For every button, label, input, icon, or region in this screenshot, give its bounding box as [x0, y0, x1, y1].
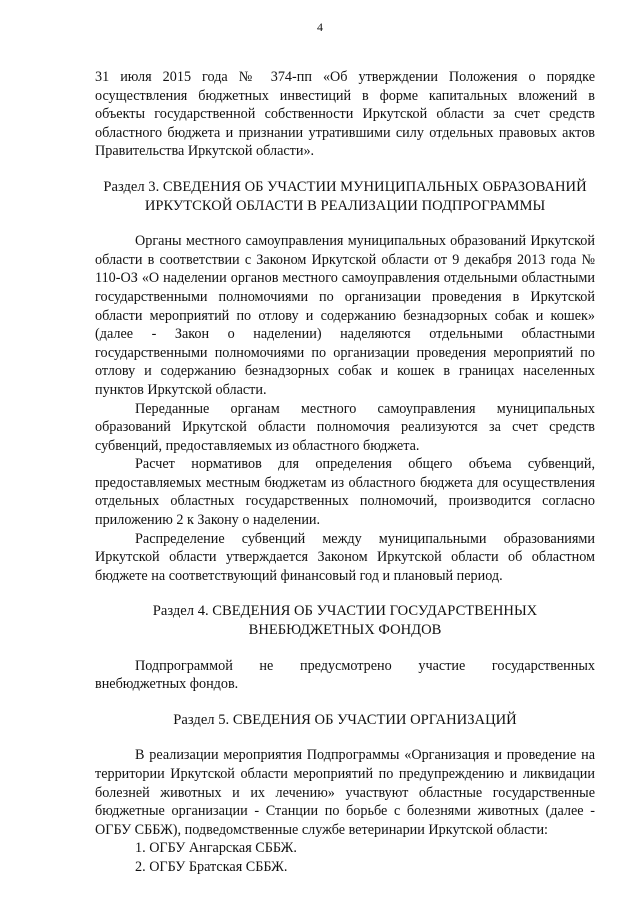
- section3-paragraph-4: Распределение субвенций между муниципальными образованиями Иркутской области утверждается Законом Иркутской области об областном бюджете на соответствующий финансовый год и плановый период.: [95, 530, 595, 584]
- document-body: [95, 68, 595, 877]
- list-item-2: 2. ОГБУ Братская СББЖ.: [135, 858, 288, 875]
- section4-paragraph: Подпрограммой не предусмотрено участие государственных внебюджетных фондов.: [95, 657, 595, 693]
- section4-heading: [95, 602, 595, 639]
- section3-paragraph-2: Переданные органам местного самоуправления муниципальных образований Иркутской области полномочия реализуются за счет средств субвенций, предоставляемых из областного бюджета.: [95, 400, 595, 454]
- page-number: 4: [317, 20, 323, 34]
- section3-paragraph-3: Расчет нормативов для определения общего объема субвенций, предоставляемых местным бюджетам из областного бюджета для осуществления отдельных областных государственных полномочий, производится согласно приложению 2 к Закону о наделении.: [95, 456, 595, 529]
- intro-paragraph: 31 июля 2015 года № 374-пп «Об утверждении Положения о порядке осуществления бюджетных инвестиций в форме капитальных вложений в объекты государственной собственности Иркутской области за счет средств областного бюджета и признании утратившими силу отдельных правовых актов Правительства Иркутской области».: [95, 69, 595, 160]
- section4-heading-line2: ВНЕБЮДЖЕТНЫХ ФОНДОВ: [248, 622, 442, 639]
- section3-heading-line1: Раздел 3. СВЕДЕНИЯ ОБ УЧАСТИИ МУНИЦИПАЛЬНЫХ ОБРАЗОВАНИЙ: [103, 178, 587, 195]
- section4-heading-line1: Раздел 4. СВЕДЕНИЯ ОБ УЧАСТИИ ГОСУДАРСТВЕННЫХ: [152, 603, 538, 620]
- section3-heading-line2: ИРКУТСКОЙ ОБЛАСТИ В РЕАЛИЗАЦИИ ПОДПРОГРАММЫ: [144, 197, 546, 214]
- list-item-1: 1. ОГБУ Ангарская СББЖ.: [135, 840, 297, 857]
- section5-heading: Раздел 5. СВЕДЕНИЯ ОБ УЧАСТИИ ОРГАНИЗАЦИЙ: [173, 711, 517, 728]
- section3-heading: [95, 178, 595, 215]
- section3-paragraph-1: Органы местного самоуправления муниципальных образований Иркутской области в соответствии с Законом Иркутской области от 9 декабря 2013 года № 110-ОЗ «О наделении органов местного самоуправления отдельными областными государственными полномочиями по организации проведения в Иркутской области мероприятий по отлову и содержанию безнадзорных собак и кошек» (далее - Закон о наделении) наделяются отдельными областными государственными полномочиями по организации проведения мероприятий по отлову и содержанию безнадзорных собак и кошек в границах населенных пунктов Иркутской области.: [95, 233, 595, 398]
- section5-paragraph: В реализации мероприятия Подпрограммы «Организация и проведение на территории Иркутской области мероприятий по предупреждению и ликвидации болезней животных и их лечению» участвуют областные государственные бюджетные организации - Станции по борьбе с болезнями животных (далее - ОГБУ СББЖ), подведомственные службе ветеринарии Иркутской области:: [95, 747, 595, 838]
